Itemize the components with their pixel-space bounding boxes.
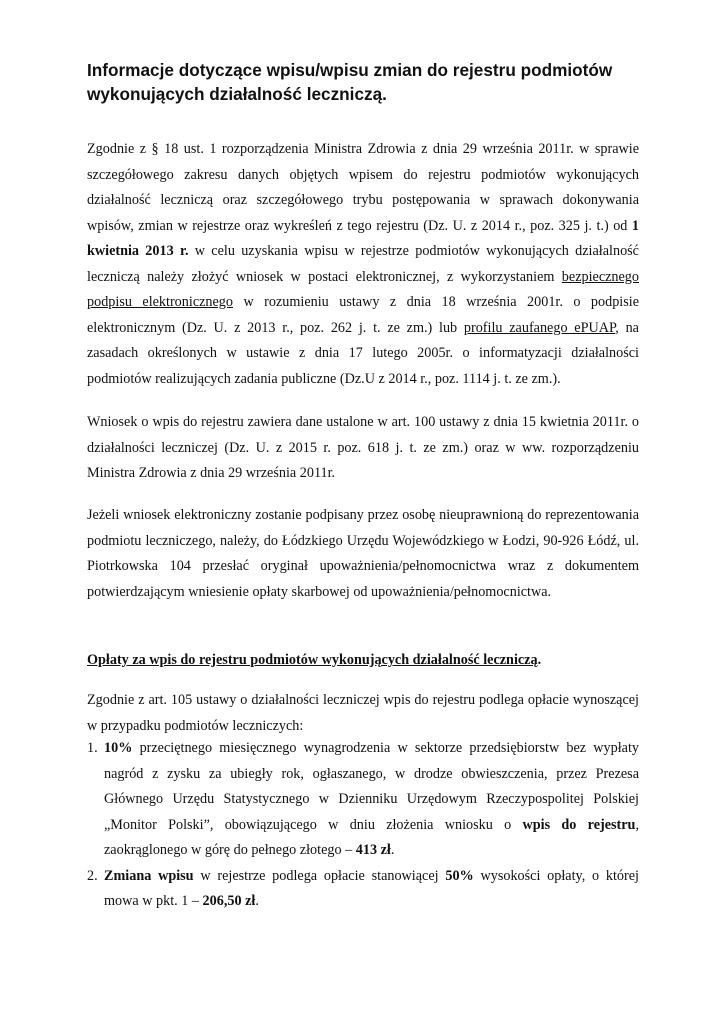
text-span: w rozumieniu ustawy z dnia 18 września 2001r. o podpisie elektronicznym (Dz. U. z 2013 r., poz. 262 j. t. ze zm.) lub xyxy=(87,294,640,336)
text-span: w rejestrze podlega opłacie stanowiącej xyxy=(193,867,446,884)
fee-amount: 413 zł xyxy=(355,842,391,858)
link-epuap-profile[interactable]: profilu zaufanego ePUAP xyxy=(463,319,616,336)
bold-text: wpis do rejestru xyxy=(522,816,636,833)
list-item xyxy=(87,736,639,864)
text-span: . xyxy=(255,893,259,909)
heading-dot: . xyxy=(537,652,542,668)
fees-list xyxy=(87,736,639,915)
text-span: Zgodnie z § 18 ust. 1 rozporządzenia Ministra Zdrowia z dnia 29 września 2011r. w sprawie szczegółowego zakresu danych objętych wpisem do rejestru podmiotów wykonujących działalność leczniczą oraz szczegółowego trybu postępowania w sprawach dokonywania wpisów, zmian w rejestrze oraz wykreśleń z tego rejestru (Dz. U. z 2014 r., poz. 325 j. t.) od xyxy=(87,141,639,234)
list-number: 1. xyxy=(87,740,98,756)
text-span: , zaokrąglonego w górę do pełnego złotego – xyxy=(104,816,639,858)
document-title: Informacje dotyczące wpisu/wpisu zmian do rejestru podmiotów wykonujących działalność leczniczą. xyxy=(87,60,613,104)
bold-text: Zmiana wpisu xyxy=(104,867,194,884)
text-span: . xyxy=(390,842,395,858)
bold-text: 50% xyxy=(445,867,474,884)
text-span: w celu uzyskania wpisu w rejestrze podmiotów wykonujących działalność leczniczą należy złożyć wniosek w postaci elektronicznej, z wykorzystaniem xyxy=(87,243,639,285)
section-heading-fees xyxy=(87,648,639,673)
date-bold: 1 kwietnia 2013 r. xyxy=(87,217,639,259)
fee-amount: 206,50 zł xyxy=(202,893,256,909)
bold-text: 10% xyxy=(104,740,133,756)
paragraph-fees-intro: Zgodnie z art. 105 ustawy o działalności leczniczej wpis do rejestru podlega opłacie wynoszącej w przypadku podmiotów leczniczych: xyxy=(87,692,639,734)
paragraph-legal-basis xyxy=(87,137,639,392)
text-span: , na zasadach określonych w ustawie z dnia 17 lutego 2005r. o informatyzacji działalności podmiotów realizujących zadania publiczne (Dz.U z 2014 r., poz. 1114 j. t. ze zm.). xyxy=(87,319,639,387)
heading-text: Opłaty za wpis do rejestru podmiotów wykonujących działalność leczniczą xyxy=(87,652,538,668)
text-span: wysokości opłaty, o której mowa w pkt. 1 – xyxy=(104,867,639,909)
text-span: przeciętnego miesięcznego wynagrodzenia w sektorze przedsiębiorstw bez wypłaty nagród z zysku za ubiegły rok, ogłaszanego, w drodze obwieszczenia, przez Prezesa Głównego Urzędu Statystycznego w Dzienniku Urzędowym Rzeczypospolitej Polskiej „Monitor Polski”, obowiązującego w dniu złożenia wniosku o xyxy=(104,740,639,833)
paragraph-application-content: Wniosek o wpis do rejestru zawiera dane ustalone w art. 100 ustawy z dnia 15 kwietnia 2011r. o działalności leczniczej (Dz. U. z 2015 r. poz. 618 j. t. ze zm.) oraz w ww. rozporządzeniu Ministra Zdrowia z dnia 29 września 2011r. xyxy=(87,414,639,481)
list-number: 2. xyxy=(87,867,98,884)
list-item xyxy=(87,864,639,915)
link-secure-signature[interactable]: bezpiecznego podpisu elektronicznego xyxy=(87,268,639,310)
paragraph-power-of-attorney: Jeżeli wniosek elektroniczny zostanie podpisany przez osobę nieuprawnioną do reprezentowania podmiotu leczniczego, należy, do Łódzkiego Urzędu Wojewódzkiego w Łodzi, 90-926 Łódź, ul. Piotrkowska 104 przesłać oryginał upoważnienia/pełnomocnictwa wraz z dokumentem potwierdzającym wniesienie opłaty skarbowej od upoważnienia/pełnomocnictwa. xyxy=(87,507,639,600)
